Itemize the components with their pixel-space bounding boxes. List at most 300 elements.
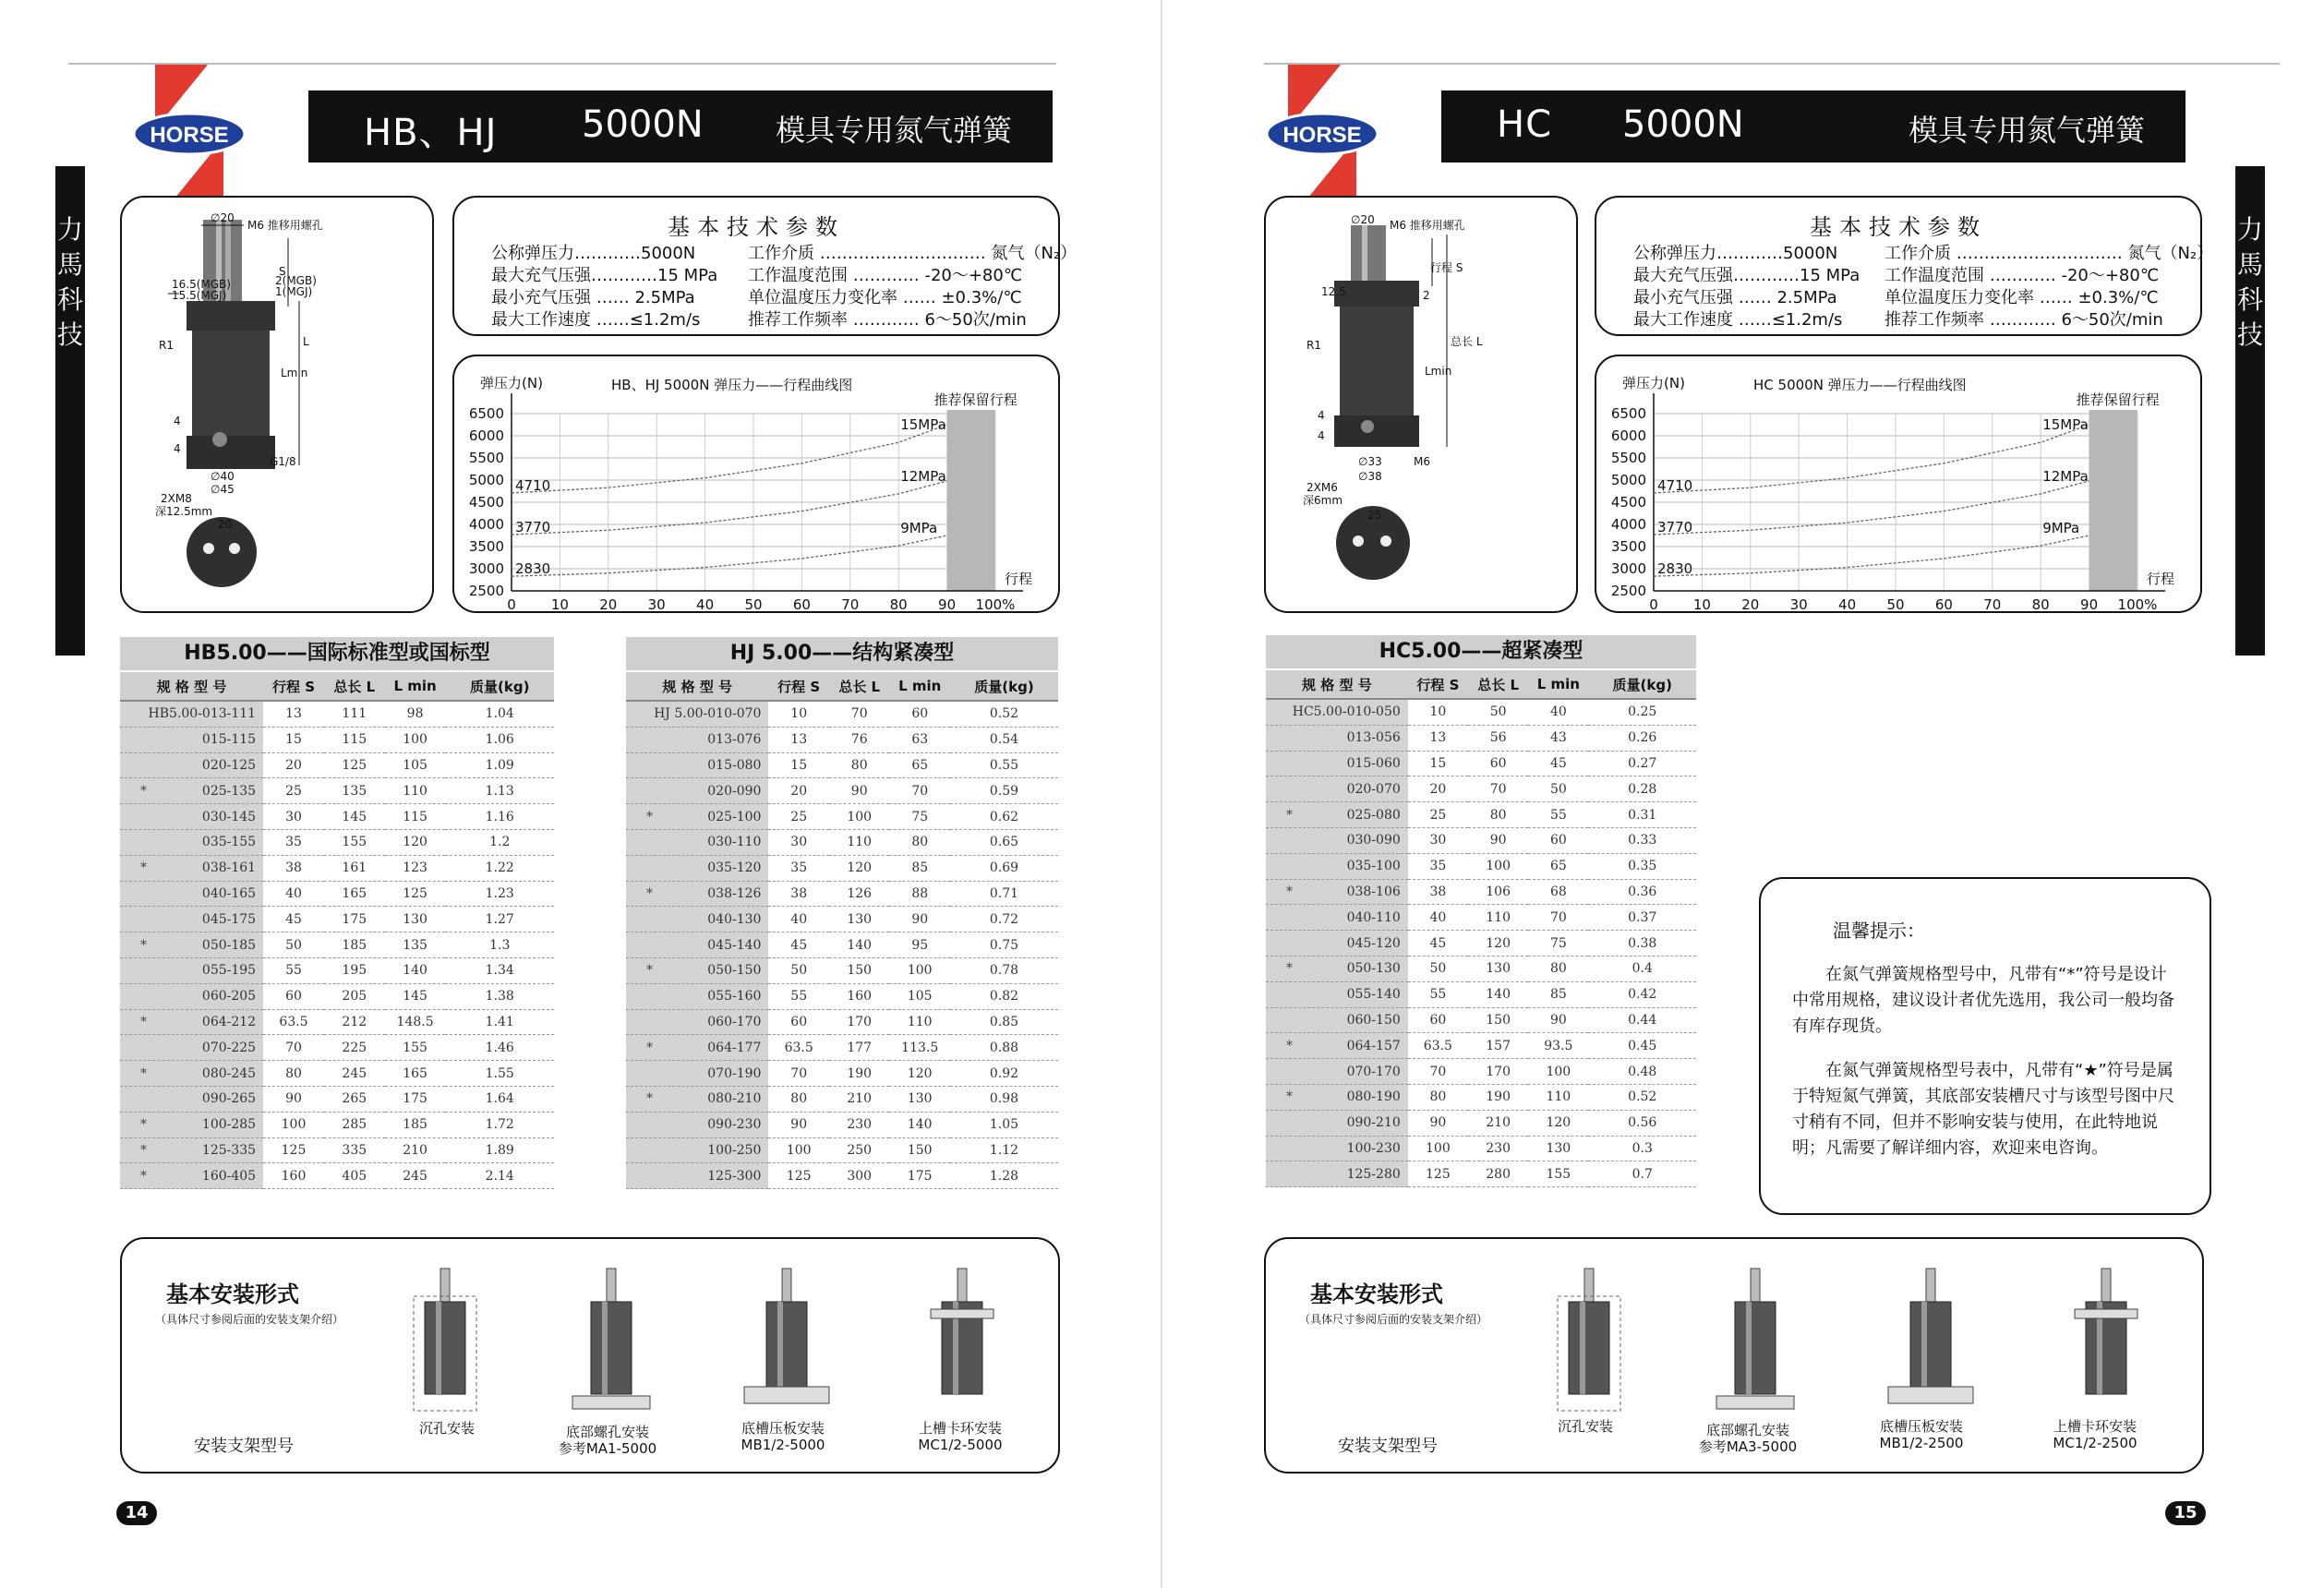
model-code: 015-115 xyxy=(201,732,257,748)
table-row xyxy=(120,1137,554,1163)
model-code: 045-175 xyxy=(201,911,257,927)
model-code: 060-170 xyxy=(707,1014,762,1029)
table-cell: 0.38 xyxy=(1588,931,1696,956)
x-tick-label: 70 xyxy=(1983,596,2002,611)
table-cell: 105 xyxy=(385,752,446,778)
table-cell: 110 xyxy=(1528,1084,1588,1110)
side-label xyxy=(2235,166,2265,656)
table-cell: 120 xyxy=(385,829,446,855)
model-code: 080-245 xyxy=(201,1065,257,1081)
table-cell: 0.33 xyxy=(1588,827,1696,853)
table-cell: 210 xyxy=(829,1086,890,1112)
model-code: 030-110 xyxy=(707,835,762,850)
table-cell: 30 xyxy=(1408,827,1468,853)
table-cell: 230 xyxy=(1468,1136,1528,1161)
series-name-label: 12MPa xyxy=(2042,467,2089,485)
table-cell: 100 xyxy=(829,804,890,830)
x-tick-label: 100% xyxy=(2117,596,2158,611)
dim-label: 15.5(MGJ) xyxy=(172,289,227,302)
clamp-plate xyxy=(1888,1387,1973,1403)
table-cell: 80 xyxy=(263,1061,324,1087)
table-cell: 90 xyxy=(1528,1007,1588,1033)
spec-table-hc xyxy=(1266,670,1696,1187)
table-row xyxy=(120,855,554,881)
table-row xyxy=(626,1035,1058,1061)
install-diagram xyxy=(1888,1269,1973,1403)
model-code: 055-195 xyxy=(201,963,257,979)
model-cell xyxy=(626,1061,768,1087)
table-cell: 205 xyxy=(324,983,385,1009)
table-row xyxy=(120,1009,554,1035)
table-row xyxy=(1266,1110,1696,1136)
piston-rod xyxy=(782,1269,791,1302)
model-code: 025-080 xyxy=(1346,807,1401,823)
x-tick-label: 30 xyxy=(647,596,666,611)
table-cell: 0.52 xyxy=(950,701,1058,727)
table-cell: 60 xyxy=(889,701,950,727)
table-cell: 90 xyxy=(768,1112,829,1137)
table-cell: 45 xyxy=(1528,751,1588,776)
chart-title: HC 5000N 弹压力——行程曲线图 xyxy=(1753,377,1967,393)
spring-drawing xyxy=(122,198,432,611)
table-cell: 40 xyxy=(1408,905,1468,931)
model-cell xyxy=(1266,853,1408,879)
model-code: 040-165 xyxy=(201,885,257,901)
reserve-stroke-region xyxy=(2089,410,2137,591)
table-cell: 100 xyxy=(1528,1059,1588,1085)
table-cell: 110 xyxy=(1468,905,1528,931)
model-code: 030-145 xyxy=(201,809,257,824)
table-row xyxy=(120,1163,554,1189)
table-cell: 1.13 xyxy=(445,778,554,804)
table-cell: 145 xyxy=(385,983,446,1009)
dim-label: 4 xyxy=(1318,429,1325,442)
table-cell: 0.7 xyxy=(1588,1161,1696,1187)
table-cell: 145 xyxy=(324,804,385,830)
model-code: 125-300 xyxy=(707,1168,762,1184)
series-name-label: 9MPa xyxy=(900,520,938,537)
piston-rod xyxy=(957,1269,967,1302)
table-cell: 56 xyxy=(1468,725,1528,751)
x-tick-label: 80 xyxy=(889,596,908,611)
model-code: 035-100 xyxy=(1346,859,1401,874)
model-cell xyxy=(626,1086,768,1112)
table-cell: 245 xyxy=(324,1061,385,1087)
table-row xyxy=(626,1163,1058,1189)
preferred-mark: * xyxy=(1286,884,1293,899)
table-row xyxy=(1266,1059,1696,1085)
y-tick-label: 5500 xyxy=(1610,450,1646,466)
install-diagram xyxy=(414,1269,476,1411)
dim-label: 深12.5mm xyxy=(155,505,213,518)
param-item: 最大工作速度 ……≤1.2m/s xyxy=(1633,310,1843,330)
model-code: 125-335 xyxy=(201,1142,257,1158)
table-cell: 1.55 xyxy=(445,1061,554,1087)
dim-label: 行程 S xyxy=(1430,261,1463,274)
y-tick-label: 2500 xyxy=(468,583,504,599)
model-cell xyxy=(626,701,768,727)
table-row xyxy=(626,752,1058,778)
table-cell: 50 xyxy=(1528,776,1588,802)
params-title: 基本技术参数 xyxy=(1810,214,1987,240)
table-cell: 100 xyxy=(889,957,950,983)
table-cell: 0.35 xyxy=(1588,853,1696,879)
brand-text: HORSE xyxy=(150,123,229,148)
table-cell: 155 xyxy=(1528,1161,1588,1187)
model-code: HJ 5.00-010-070 xyxy=(654,706,762,722)
model-code: 055-160 xyxy=(707,989,762,1005)
table-row xyxy=(120,701,554,727)
table-cell: 140 xyxy=(385,957,446,983)
install-diagram xyxy=(1558,1269,1620,1411)
horse-logo xyxy=(1262,65,1382,203)
table-cell: 0.36 xyxy=(1588,879,1696,905)
table-cell: 95 xyxy=(889,932,950,958)
model-cell xyxy=(1266,1161,1408,1187)
column-header: 行程 S xyxy=(263,672,324,701)
model-cell xyxy=(120,778,263,804)
table-row xyxy=(120,983,554,1009)
table-cell: 0.3 xyxy=(1588,1136,1696,1161)
table-cell: 300 xyxy=(829,1163,890,1189)
table-cell: 80 xyxy=(1528,956,1588,981)
y-tick-label: 4500 xyxy=(468,494,504,511)
install-panel xyxy=(1264,1237,2204,1474)
model-cell xyxy=(626,752,768,778)
model-cell xyxy=(1266,1110,1408,1136)
model-code: 045-140 xyxy=(707,937,762,953)
model-cell xyxy=(120,855,263,881)
model-code: 100-285 xyxy=(201,1117,257,1133)
table-cell: 15 xyxy=(768,752,829,778)
table-cell: 85 xyxy=(889,855,950,881)
caption-text: 沉孔安装 xyxy=(418,1420,475,1437)
side-label xyxy=(55,166,85,656)
column-header: L min xyxy=(889,672,950,701)
preferred-mark: * xyxy=(140,1117,147,1133)
table-cell: 140 xyxy=(829,932,890,958)
model-code: 025-135 xyxy=(201,783,257,799)
dimension-drawing xyxy=(1264,196,1578,613)
table-cell: 0.42 xyxy=(1588,981,1696,1007)
x-tick-label: 30 xyxy=(1789,596,1808,611)
dim-label: R1 xyxy=(1306,339,1321,352)
table-cell: 190 xyxy=(1468,1084,1528,1110)
model-cell xyxy=(1266,956,1408,981)
table-cell: 50 xyxy=(1468,699,1528,725)
y-tick-label: 3500 xyxy=(468,538,504,555)
table-cell: 90 xyxy=(1408,1110,1468,1136)
spring-body xyxy=(425,1302,465,1394)
model-cell xyxy=(626,1137,768,1163)
table-cell: 40 xyxy=(768,907,829,932)
table-row xyxy=(626,701,1058,727)
model-cell xyxy=(120,1137,263,1163)
model-code: HB5.00-013-111 xyxy=(148,706,257,722)
table-cell: 335 xyxy=(324,1137,385,1163)
table-cell: 90 xyxy=(263,1086,324,1112)
x-tick-label: 20 xyxy=(1741,596,1760,611)
preferred-mark: * xyxy=(140,1142,147,1158)
dim-label: 2XM6 xyxy=(1306,481,1338,494)
table-cell: 0.54 xyxy=(950,727,1058,752)
model-cell xyxy=(1266,1059,1408,1085)
table-cell: 20 xyxy=(768,778,829,804)
model-cell xyxy=(626,983,768,1009)
table-cell: 123 xyxy=(385,855,446,881)
table-cell: 50 xyxy=(263,932,324,958)
series-start-label: 3770 xyxy=(1657,519,1693,536)
x-axis-label: 行程 xyxy=(2147,571,2175,587)
table-row xyxy=(120,932,554,958)
table-cell: 1.72 xyxy=(445,1112,554,1137)
column-header: 行程 S xyxy=(1408,670,1468,699)
param-item: 单位温度压力变化率 …… ±0.3%/℃ xyxy=(748,288,1022,307)
install-subtitle: （具体尺寸参阅后面的安装支架介绍） xyxy=(1299,1313,1488,1326)
model-cell xyxy=(626,727,768,752)
model-code: 070-170 xyxy=(1346,1064,1401,1079)
table-cell: 1.28 xyxy=(950,1163,1058,1189)
table-row xyxy=(1266,853,1696,879)
table-cell: 1.64 xyxy=(445,1086,554,1112)
y-tick-label: 3000 xyxy=(468,560,504,577)
preferred-mark: * xyxy=(140,860,147,876)
model-cell xyxy=(1266,1136,1408,1161)
table-cell: 0.48 xyxy=(1588,1059,1696,1085)
table-cell: 98 xyxy=(385,701,446,727)
model-code: 125-280 xyxy=(1346,1166,1401,1182)
model-cell xyxy=(626,1009,768,1035)
table-cell: 80 xyxy=(1468,802,1528,828)
model-cell xyxy=(1266,981,1408,1007)
param-item: 工作介质 ………………………… 氮气（N₂） xyxy=(748,244,1078,263)
table-cell: 0.88 xyxy=(950,1035,1058,1061)
install-caption xyxy=(1838,1418,2005,1451)
table-title: HJ 5.00——结构紧凑型 xyxy=(626,637,1058,670)
table-cell: 80 xyxy=(768,1086,829,1112)
table-cell: 1.12 xyxy=(950,1137,1058,1163)
table-title: HB5.00——国际标准型或国标型 xyxy=(120,637,554,670)
table-cell: 0.85 xyxy=(950,1009,1058,1035)
table-title: HC5.00——超紧凑型 xyxy=(1266,635,1696,668)
model-cell xyxy=(1266,905,1408,931)
model-cell xyxy=(120,1061,263,1087)
series-name-label: 15MPa xyxy=(2042,416,2089,434)
table-cell: 90 xyxy=(829,778,890,804)
table-cell: 0.4 xyxy=(1588,956,1696,981)
dim-label: L xyxy=(303,335,309,348)
table-cell: 100 xyxy=(1408,1136,1468,1161)
table-cell: 0.92 xyxy=(950,1061,1058,1087)
table-cell: 0.69 xyxy=(950,855,1058,881)
model-cell xyxy=(1266,776,1408,802)
y-tick-label: 6500 xyxy=(1610,405,1646,422)
install-caption xyxy=(1502,1418,1668,1435)
y-tick-label: 5500 xyxy=(468,450,504,466)
model-code: 090-265 xyxy=(201,1091,257,1107)
table-cell: 35 xyxy=(1408,853,1468,879)
model-code: 020-125 xyxy=(201,757,257,773)
table-cell: 0.26 xyxy=(1588,725,1696,751)
model-cell xyxy=(1266,827,1408,853)
table-cell: 157 xyxy=(1468,1033,1528,1059)
dim-label: ∅38 xyxy=(1358,470,1382,483)
table-cell: 93.5 xyxy=(1528,1033,1588,1059)
column-header: 质量(kg) xyxy=(1588,670,1696,699)
preferred-mark: * xyxy=(646,1091,653,1107)
table-cell: 130 xyxy=(889,1086,950,1112)
x-tick-label: 40 xyxy=(1838,596,1857,611)
model-code: 064-157 xyxy=(1346,1038,1401,1053)
preferred-mark: * xyxy=(646,1040,653,1055)
y-tick-label: 4000 xyxy=(1610,516,1646,533)
table-cell: 125 xyxy=(263,1137,324,1163)
table-cell: 38 xyxy=(768,881,829,907)
dim-label: 总长 L xyxy=(1451,335,1483,348)
column-header: 规 格 型 号 xyxy=(120,672,263,701)
column-header: 质量(kg) xyxy=(445,672,554,701)
x-tick-label: 60 xyxy=(792,596,811,611)
tips-title: 温馨提示： xyxy=(1833,920,1925,942)
caption-text: 底槽压板安装 xyxy=(741,1420,825,1437)
table-cell: 76 xyxy=(829,727,890,752)
table-cell: 0.78 xyxy=(950,957,1058,983)
y-tick-label: 4500 xyxy=(1610,494,1646,511)
force-value: 5000N xyxy=(582,103,704,146)
table-cell: 160 xyxy=(829,983,890,1009)
table-row xyxy=(1266,1033,1696,1059)
table-cell: 45 xyxy=(768,932,829,958)
table-cell: 170 xyxy=(1468,1059,1528,1085)
x-tick-label: 10 xyxy=(1692,596,1711,611)
install-caption xyxy=(2012,1418,2178,1451)
preferred-mark: * xyxy=(1286,1089,1293,1105)
model-cell xyxy=(626,907,768,932)
model-cell xyxy=(1266,699,1408,725)
dim-label: 2(MGB) xyxy=(275,274,317,287)
table-row xyxy=(626,1112,1058,1137)
x-tick-label: 100% xyxy=(975,596,1016,611)
table-cell: 70 xyxy=(263,1035,324,1061)
tech-params-panel xyxy=(452,196,1078,336)
table-cell: 40 xyxy=(1528,699,1588,725)
x-tick-label: 40 xyxy=(696,596,715,611)
table-cell: 100 xyxy=(1468,853,1528,879)
model-code: 080-210 xyxy=(707,1091,762,1107)
table-cell: 70 xyxy=(1468,776,1528,802)
table-cell: 170 xyxy=(829,1009,890,1035)
model-cell xyxy=(1266,879,1408,905)
param-item: 公称弹压力…………5000N xyxy=(491,244,696,263)
model-cell xyxy=(120,1035,263,1061)
table-cell: 88 xyxy=(889,881,950,907)
dim-label: 20 xyxy=(218,518,233,531)
install-diagram xyxy=(2075,1269,2137,1394)
piston-rod xyxy=(2101,1269,2111,1302)
table-cell: 225 xyxy=(324,1035,385,1061)
caption-ref: MC1/2-2500 xyxy=(2053,1435,2137,1451)
table-row xyxy=(626,932,1058,958)
install-diagram xyxy=(1716,1269,1794,1409)
force-value: 5000N xyxy=(1622,103,1744,146)
model-cell xyxy=(120,1163,263,1189)
model-code: 040-110 xyxy=(1346,909,1401,925)
table-cell: 60 xyxy=(1468,751,1528,776)
table-cell: 0.52 xyxy=(1588,1084,1696,1110)
table-row xyxy=(120,1086,554,1112)
body-highlight xyxy=(1746,1302,1752,1394)
preferred-mark: * xyxy=(646,963,653,979)
table-cell: 75 xyxy=(889,804,950,830)
clip-ring xyxy=(931,1309,993,1318)
reserve-stroke-label: 推荐保留行程 xyxy=(933,391,1018,408)
table-cell: 0.37 xyxy=(1588,905,1696,931)
model-cell xyxy=(1266,1033,1408,1059)
table-cell: 63 xyxy=(889,727,950,752)
install-drawings xyxy=(1266,1257,2202,1442)
side-label-text: 力馬科技 xyxy=(2237,214,2264,350)
table-cell: 43 xyxy=(1528,725,1588,751)
table-cell: 15 xyxy=(1408,751,1468,776)
column-header: 总长 L xyxy=(829,672,890,701)
y-tick-label: 6000 xyxy=(1610,427,1646,444)
table-row xyxy=(1266,956,1696,981)
model-code: 025-100 xyxy=(707,809,762,824)
table-cell: 80 xyxy=(889,829,950,855)
install-drawings xyxy=(122,1257,1058,1442)
table-cell: 20 xyxy=(263,752,324,778)
table-cell: 125 xyxy=(1408,1161,1468,1187)
table-cell: 25 xyxy=(768,804,829,830)
table-row xyxy=(120,907,554,932)
force-stroke-chart-svg xyxy=(454,356,1058,611)
table-row xyxy=(120,778,554,804)
series-start-label: 3770 xyxy=(515,519,551,536)
preferred-mark: * xyxy=(1286,807,1293,823)
table-cell: 100 xyxy=(768,1137,829,1163)
table-cell: 70 xyxy=(768,1061,829,1087)
table-cell: 38 xyxy=(263,855,324,881)
table-cell: 113.5 xyxy=(889,1035,950,1061)
series-line xyxy=(512,425,947,493)
model-cell xyxy=(120,881,263,907)
clamp-plate xyxy=(744,1387,829,1403)
model-cell xyxy=(1266,931,1408,956)
table-row xyxy=(1266,776,1696,802)
table-cell: 70 xyxy=(889,778,950,804)
caption-ref: 参考MA3-5000 xyxy=(1698,1438,1798,1455)
table-cell: 105 xyxy=(889,983,950,1009)
model-code: 070-225 xyxy=(201,1040,257,1055)
preferred-mark: * xyxy=(140,1065,147,1081)
table-row xyxy=(1266,699,1696,725)
preferred-mark: * xyxy=(140,1014,147,1029)
series-name-label: 9MPa xyxy=(2042,520,2080,537)
table-cell: 90 xyxy=(889,907,950,932)
model-cell xyxy=(120,727,263,752)
install-title: 基本安装形式 xyxy=(166,1281,299,1307)
title-bar xyxy=(1441,90,2186,162)
table-cell: 130 xyxy=(1528,1136,1588,1161)
table-row xyxy=(626,1086,1058,1112)
series-start-label: 4710 xyxy=(515,476,551,494)
column-header: 总长 L xyxy=(324,672,385,701)
table-cell: 0.65 xyxy=(950,829,1058,855)
install-caption xyxy=(524,1424,691,1457)
table-cell: 210 xyxy=(1468,1110,1528,1136)
table-cell: 165 xyxy=(385,1061,446,1087)
table-cell: 135 xyxy=(385,932,446,958)
